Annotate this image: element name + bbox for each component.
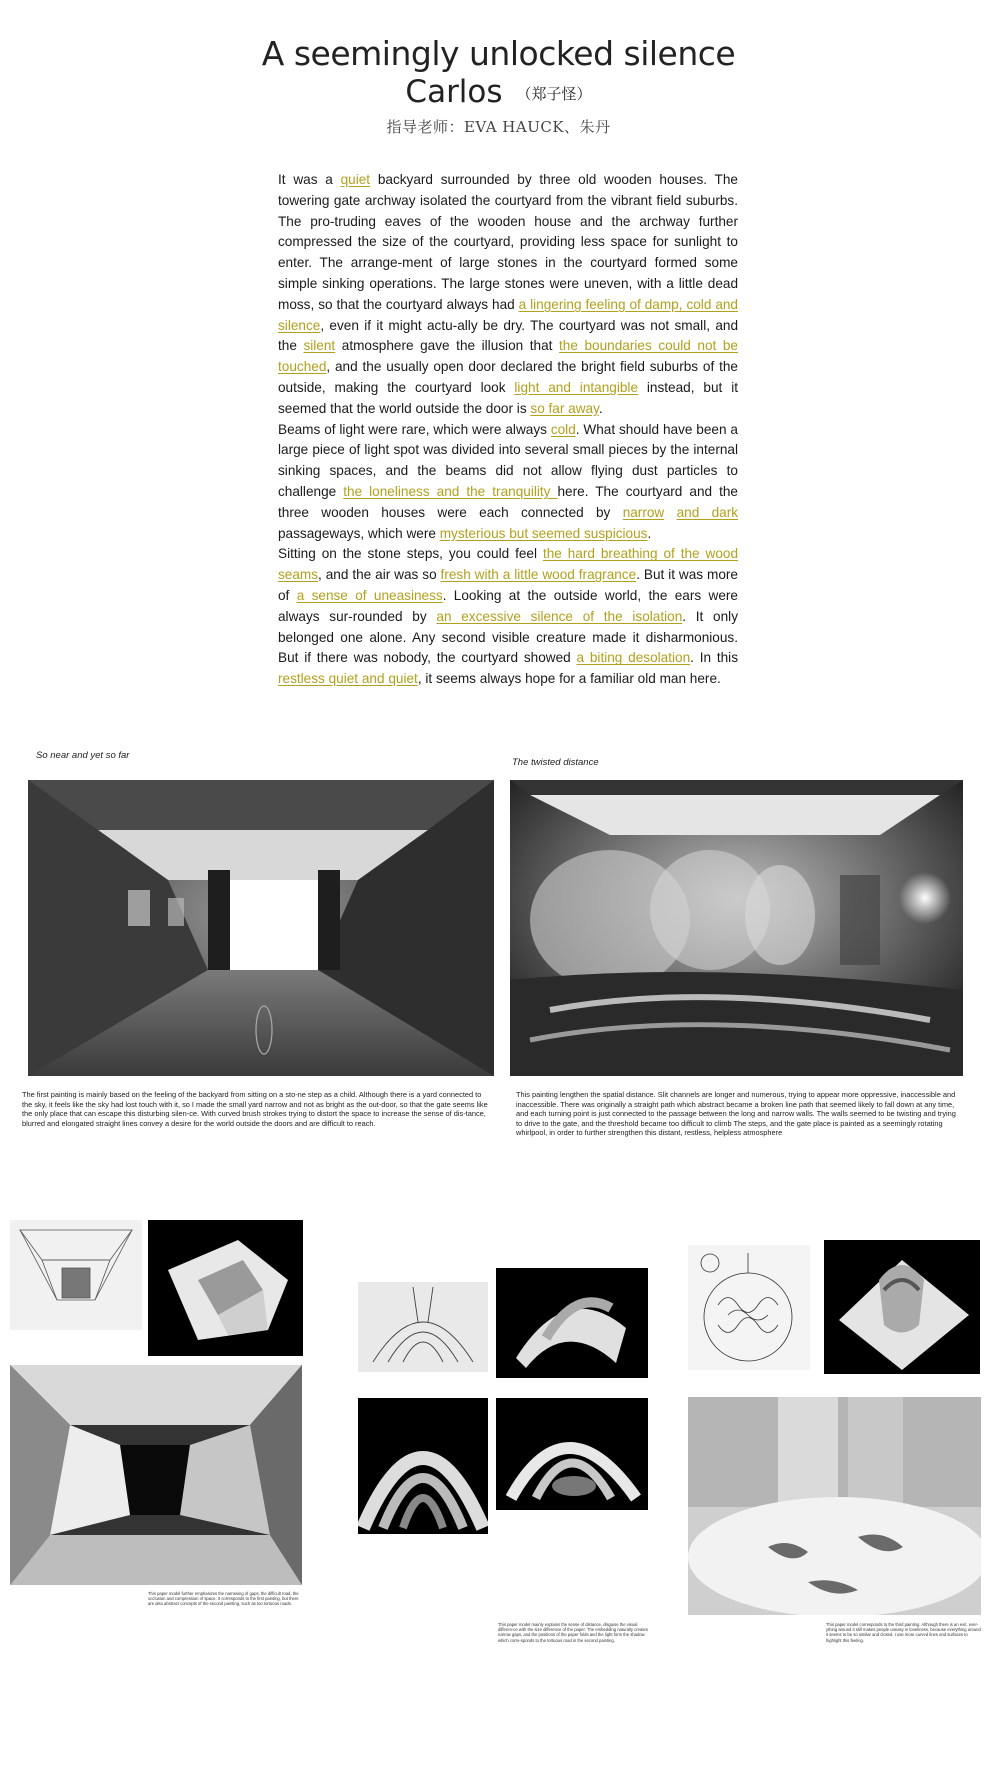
highlighted-phrase: cold <box>550 421 576 437</box>
essay-text: It was a <box>278 172 341 187</box>
essay-text: passageways, which were <box>278 525 440 541</box>
essay-paragraph-1 <box>278 170 738 420</box>
essay-text: , it seems always hope for a familiar old man here. <box>417 671 721 687</box>
essay-paragraph-2 <box>278 420 738 545</box>
model-photo-5 <box>496 1398 648 1510</box>
highlighted-phrase: mysterious but seemed suspicious <box>439 525 648 541</box>
highlighted-phrase: light and intangible <box>514 379 639 395</box>
highlighted-phrase: an excessive silence of the isolation <box>436 608 683 624</box>
model-photo-4 <box>358 1398 488 1534</box>
highlighted-phrase: a sense of uneasiness <box>296 587 443 603</box>
essay-text: Sitting on the stone steps, you could feel <box>278 546 543 562</box>
model-description-2: This paper model mainly explains the sense of distance, disguise the visual differen-ce with the size difference of the paper. The embedding naturally creates narrow gaps, and the positions of the paper folds and the light form the shadow which corre-sponds to the tortuous road in the second painting. <box>498 1622 648 1643</box>
highlighted-phrase: so far away <box>530 400 599 416</box>
model-photo-7 <box>688 1397 981 1615</box>
essay-text: . But it was more of <box>278 567 738 603</box>
model-description-1: This paper model further emphasizes the narrowing of gaps, the difficult road, the occlusion and compression of space. It corresponds to the first painting, but there are also abstract concepts of the second painting, such as too tortuous roads. <box>148 1591 299 1607</box>
model-description-3: This paper model corresponds to the third painting. Although there is an exit, ever-ything around it still makes people uneasy in loneliness, because everything around it seems to be so similar and closed. I use more curved lines and surfaces to highlight this feeling. <box>826 1622 981 1643</box>
highlighted-phrase: and dark <box>676 504 739 520</box>
essay-text: , and the air was so <box>318 567 441 583</box>
essay-text: . What should have been a large piece of light spot was divided into several small pieces by the internal sinking spaces, and the beams did not allow flying dust particles to challenge <box>278 421 738 499</box>
sketch-1 <box>10 1220 142 1330</box>
painting-twisted-distance <box>510 780 963 1076</box>
highlighted-phrase: fresh with a little wood fragrance <box>440 567 637 583</box>
essay-text <box>664 505 676 520</box>
essay-text: atmosphere gave the illusion that <box>335 338 560 354</box>
author-chinese-name: （郑子怪） <box>516 85 592 103</box>
sketch-3 <box>688 1245 810 1370</box>
left-painting-description: The first painting is mainly based on the feeling of the backyard from sitting on a sto-ne step as a child. Although there is a yard connected to the sky, it feels like the sky had lost touch with it, so I made the small yard narrow and not as bright as the out-door, so that the gate seems like the only place that can escape this disturbing silen-ce. With curved brush strokes trying to distort the space to increase the sense of dis-tance, blurred and elongated straight lines convey a desire for the world outside the doors and are difficult to reach. <box>22 1090 488 1128</box>
left-painting-caption: So near and yet so far <box>36 750 130 761</box>
essay-text: . <box>598 400 603 416</box>
highlighted-phrase: a lingering feeling of damp, cold and silence <box>278 296 738 333</box>
highlighted-phrase: narrow <box>622 504 665 520</box>
highlighted-phrase: the loneliness and the tranquility <box>343 483 558 499</box>
essay-text: backyard surrounded by three old wooden houses. The towering gate archway isolated the courtyard from the vibrant field suburbs. The pro-truding eaves of the wooden house and the archway further compressed the size of the courtyard, providing less space for sunlight to enter. The arrange-ment of large stones in the courtyard formed some simple sinking operations. The large stones were uneven, with a little dead moss, so that the courtyard always had <box>278 172 738 312</box>
advisor-line: 指导老师：EVA HAUCK、朱丹 <box>386 118 611 136</box>
sketch-2 <box>358 1282 488 1372</box>
model-photo-2 <box>10 1365 302 1585</box>
essay-text: . In this <box>690 650 738 666</box>
essay-text: Beams of light were rare, which were always <box>278 421 551 437</box>
model-photo-3 <box>496 1268 648 1378</box>
highlighted-phrase: restless quiet and quiet <box>278 671 418 687</box>
essay-text: . <box>647 525 652 541</box>
essay-text: here. The courtyard and the three wooden houses were each connected by <box>278 483 738 520</box>
highlighted-phrase: the boundaries could not be touched <box>278 338 738 375</box>
author-line <box>0 74 997 110</box>
essay-paragraph-3 <box>278 544 738 690</box>
right-painting-caption: The twisted distance <box>512 757 599 768</box>
essay-text: instead, but it seemed that the world outside the door is <box>278 379 738 416</box>
page-title: A seemingly unlocked silence <box>261 34 736 73</box>
essay-body <box>278 170 738 690</box>
highlighted-phrase: a biting desolation <box>576 650 691 666</box>
essay-text: , and the usually open door declared the bright field suburbs of the outside, making the courtyard look <box>278 359 738 395</box>
painting-corridor <box>28 780 494 1076</box>
model-photo-1 <box>148 1220 303 1356</box>
essay-text: . It only belonged one alone. Any second visible creature made it disharmonious. But if there was nobody, the courtyard showed <box>278 608 738 666</box>
essay-text: , even if it might actu-ally be dry. The courtyard was not small, and the <box>278 317 738 354</box>
highlighted-phrase: silent <box>303 338 336 354</box>
author-name: Carlos <box>405 74 503 110</box>
highlighted-phrase: the hard breathing of the wood seams <box>278 546 739 583</box>
right-painting-description: This painting lengthen the spatial distance. Slit channels are longer and numerous, trying to appear more oppressive, inaccessible and inaccessible. There was originally a straight path which abstract became a broken line path that seemed likely to fall down at any time, and each turning point is just connected to the passage between the long and narrow walls. The walls seemed to be twisting and trying to drive to the gate, and the threshold became too difficult to climb The steps, and the gate place is painted as a seemingly rotating whirlpool, in order to further strengthen this distant, restless, helpless atmosphere <box>516 1090 956 1138</box>
essay-text: . Looking at the outside world, the ears were always sur-rounded by <box>278 587 738 624</box>
highlighted-phrase: quiet <box>340 172 371 187</box>
model-photo-6 <box>824 1240 980 1374</box>
